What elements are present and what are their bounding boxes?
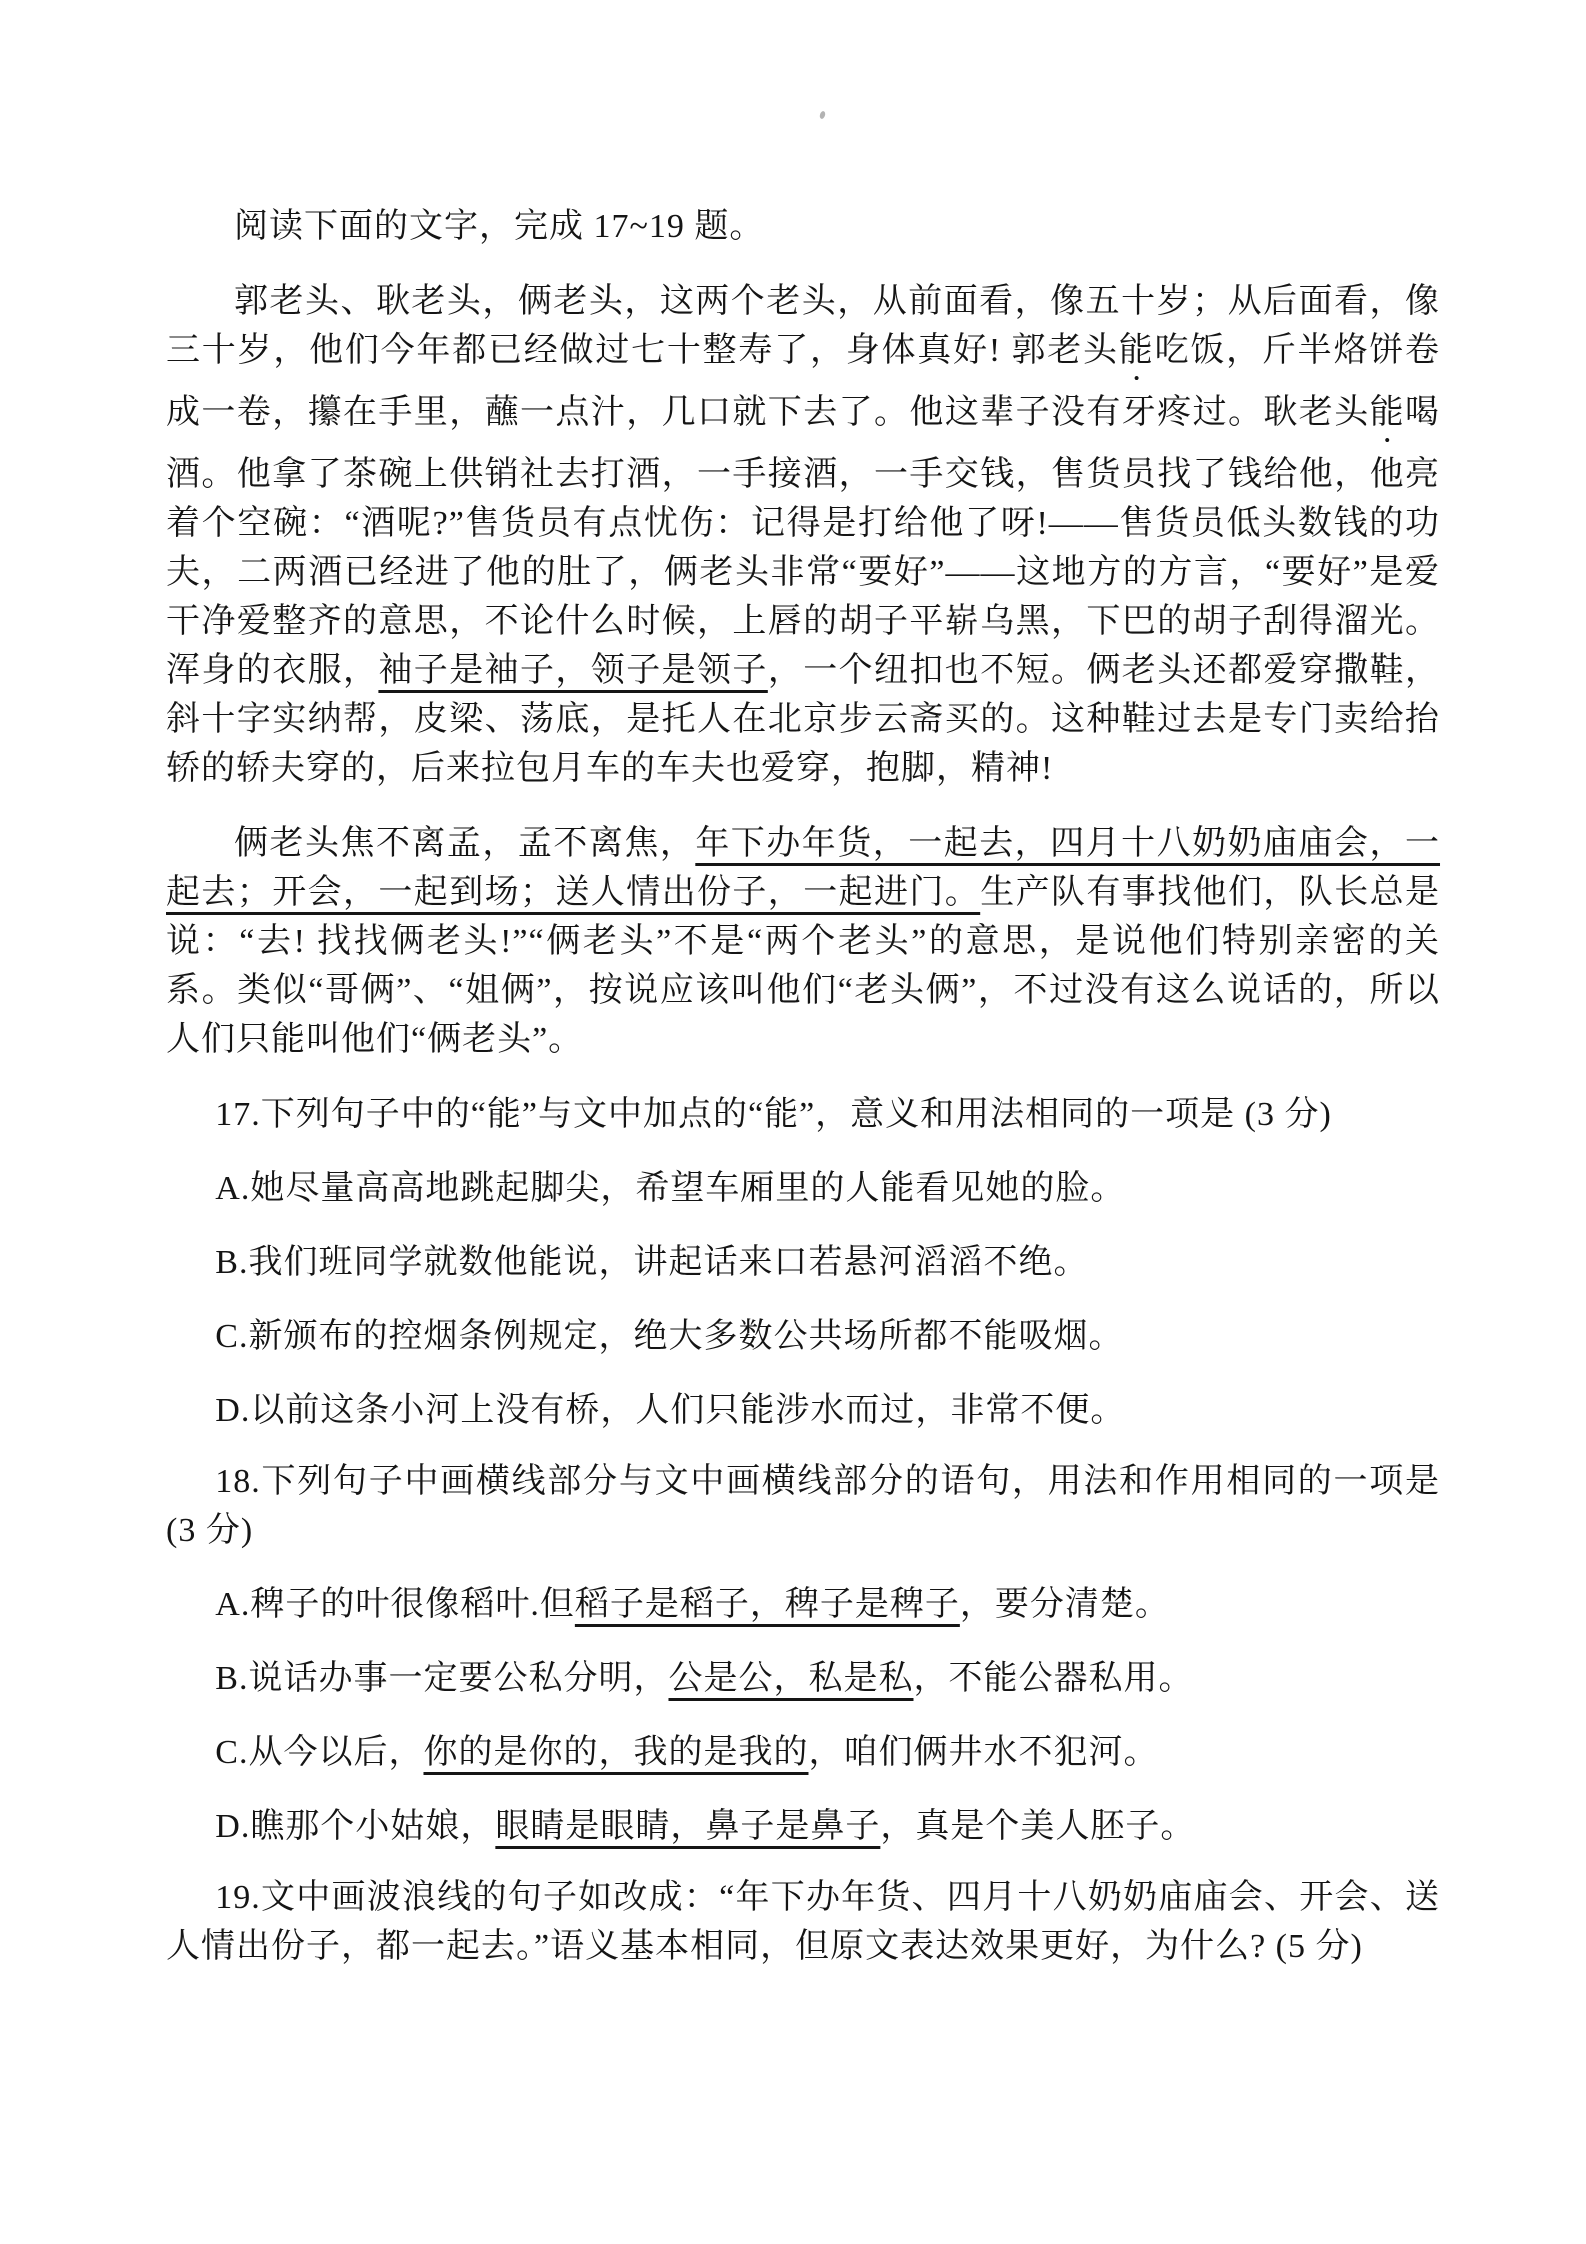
text-segment: 生产队有事找他们，队长总是说：“去! 找找俩老头!”“俩老头”不是“两个老头”的意思，是说他们特别亲密的关系。类似“哥俩”、“姐俩”，按说应该叫他们“老头俩”，不过没有这么说话的，所以人们只能叫他们“俩老头”。 [166, 874, 1441, 1058]
question-17-option-d [166, 1386, 1440, 1435]
text-segment: B.我们班同学就数他能说，讲起话来口若悬河滔滔不绝。 [215, 1244, 1089, 1281]
emphasis-dot-text: 能 [1118, 332, 1155, 369]
text-segment: ，咱们俩井水不犯河。 [808, 1734, 1159, 1771]
question-19-stem [166, 1873, 1440, 1971]
question-18-option-a [166, 1580, 1440, 1629]
question-18-option-c [166, 1728, 1440, 1777]
passage-paragraph-2 [166, 819, 1440, 1064]
emphasis-dot-text: 能 [1369, 394, 1406, 431]
question-18-option-b [166, 1654, 1440, 1703]
reading-instruction: 阅读下面的文字，完成 17~19 题。 [234, 208, 765, 245]
text-segment: 俩老头焦不离孟，孟不离焦， [234, 825, 696, 862]
question-19 [166, 1873, 1440, 1971]
question-18-stem [166, 1457, 1440, 1555]
underlined-text: 你的是你的，我的是我的 [423, 1734, 809, 1771]
text-segment: 17.下列句子中的“能”与文中加点的“能”，意义和用法相同的一项是 (3 分) [215, 1096, 1332, 1133]
text-segment: 喝酒。他拿了茶碗上供销社去打酒，一手接酒，一手交钱，售货员找了钱给他，他亮着个空碗：“酒呢?”售货员有点忧伤：记得是打给他了呀!——售货员低头数钱的功夫，二两酒已经进了他的肚了，俩老头非常“要好”——这地方的方言，“要好”是爱干净爱整齐的意思，不论什么时候，上唇的胡子平崭乌黑，下巴的胡子刮得溜光。浑身的衣服， [166, 394, 1441, 689]
text-segment: ，不能公器私用。 [913, 1660, 1194, 1697]
scan-artifact [819, 110, 826, 119]
text-segment: 18.下列句子中画横线部分与文中画横线部分的语句，用法和作用相同的一项是 (3 分) [166, 1463, 1440, 1549]
text-segment: ，要分清楚。 [959, 1586, 1170, 1623]
text-segment: B.说话办事一定要公私分明， [215, 1660, 669, 1697]
text-segment: ，一个纽扣也不短。俩老头还都爱穿撒鞋，斜十字实纳帮，皮梁、荡底，是托人在北京步云斋买的。这种鞋过去是专门卖给抬轿的轿夫穿的，后来拉包月车的车夫也爱穿，抱脚，精神! [166, 652, 1441, 787]
underlined-text: 年下办年货，一起去，四月十八奶奶庙庙会，一起去；开会，一起到场；送人情出份子，一起进门。 [166, 825, 1441, 911]
text-segment: 吃饭，斤半烙饼卷成一卷，攥在手里，蘸一点汁，几口就下去了。他这辈子没有牙疼过。耿老头 [166, 332, 1441, 431]
underlined-text: 稻子是稻子，稗子是稗子 [574, 1586, 960, 1623]
text-segment: 19.文中画波浪线的句子如改成：“年下办年货、四月十八奶奶庙庙会、开会、送人情出份子，都一起去。”语义基本相同，但原文表达效果更好，为什么? (5 分) [166, 1879, 1440, 1965]
text-segment: D.以前这条小河上没有桥，人们只能涉水而过，非常不便。 [215, 1392, 1126, 1429]
question-18-option-d [166, 1802, 1440, 1851]
question-17-option-b [166, 1238, 1440, 1287]
passage-paragraph-1 [166, 277, 1440, 793]
question-17-stem [166, 1090, 1440, 1139]
question-17 [166, 1090, 1440, 1435]
underlined-text: 袖子是袖子，领子是领子 [378, 652, 768, 689]
underlined-text: 公是公，私是私 [668, 1660, 914, 1697]
question-17-option-c [166, 1312, 1440, 1361]
text-segment: C.从今以后， [215, 1734, 424, 1771]
text-segment: A.稗子的叶很像稻叶.但 [215, 1586, 575, 1623]
text-segment: ，真是个美人胚子。 [880, 1808, 1196, 1845]
question-18 [166, 1457, 1440, 1851]
text-segment: 郭老头、耿老头，俩老头，这两个老头，从前面看，像五十岁；从后面看，像三十岁，他们今年都已经做过七十整寿了，身体真好! 郭老头 [166, 283, 1440, 369]
text-segment: C.新颁布的控烟条例规定，绝大多数公共场所都不能吸烟。 [215, 1318, 1124, 1355]
text-segment: A.她尽量高高地跳起脚尖，希望车厢里的人能看见她的脸。 [215, 1170, 1126, 1207]
underlined-text: 眼睛是眼睛，鼻子是鼻子 [495, 1808, 881, 1845]
text-segment: D.瞧那个小姑娘， [215, 1808, 496, 1845]
question-17-option-a [166, 1164, 1440, 1213]
